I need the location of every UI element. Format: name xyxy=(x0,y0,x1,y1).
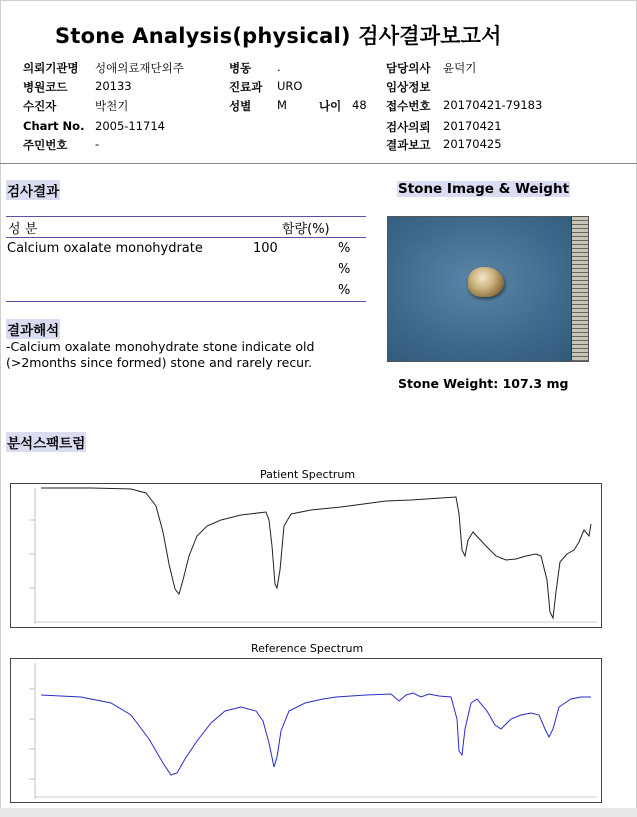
patient-label: 수진자 xyxy=(23,99,57,113)
request-label: 검사의뢰 xyxy=(386,120,431,134)
doctor-label: 담당의사 xyxy=(386,61,431,75)
result-component: Calcium oxalate monohydrate xyxy=(7,241,203,256)
institution-value: 성애의료재단외주 xyxy=(95,61,184,75)
ward-label: 병동 xyxy=(229,61,252,75)
dept-value: URO xyxy=(277,79,303,93)
stone-weight: Stone Weight: 107.3 mg xyxy=(398,376,569,391)
reference-spectrum-title: Reference Spectrum xyxy=(251,642,364,655)
result-unit: % xyxy=(338,262,351,277)
result-unit: % xyxy=(338,283,351,298)
patient-spectrum-svg xyxy=(11,484,601,627)
chart-label: Chart No. xyxy=(23,119,85,133)
sex-value: M xyxy=(277,98,287,112)
component-column-header: 성 분 xyxy=(8,222,38,237)
report-value: 20170425 xyxy=(443,137,502,151)
interpretation-line-1: -Calcium oxalate monohydrate stone indicate old xyxy=(6,339,315,354)
patient-spectrum-line xyxy=(41,488,591,618)
patient-spectrum-plot xyxy=(10,483,602,628)
patient-value: 박천기 xyxy=(95,99,129,113)
doctor-value: 윤덕기 xyxy=(443,61,477,75)
age-label: 나이 xyxy=(319,99,342,113)
results-header-rule xyxy=(6,237,366,238)
hospital-code-value: 20133 xyxy=(95,79,132,93)
patient-spectrum-title: Patient Spectrum xyxy=(260,468,356,481)
ward-value: . xyxy=(277,60,281,74)
stone-heading: Stone Image & Weight xyxy=(398,181,570,197)
result-value: 100 xyxy=(253,241,278,256)
result-unit: % xyxy=(338,241,351,256)
header-divider xyxy=(0,163,637,164)
receipt-value: 20170421-79183 xyxy=(443,98,543,112)
patient-axis-ticks xyxy=(29,488,597,624)
results-heading: 검사결과 xyxy=(6,180,60,200)
age-value: 48 xyxy=(352,98,367,112)
spectrum-heading: 분석스팩트럼 xyxy=(6,432,86,452)
report-title: Stone Analysis(physical) 검사결과보고서 xyxy=(55,24,502,48)
report-label: 결과보고 xyxy=(386,138,431,152)
stone-photo xyxy=(387,216,589,362)
request-value: 20170421 xyxy=(443,119,502,133)
id-label: 주민번호 xyxy=(23,138,68,152)
institution-label: 의뢰기관명 xyxy=(23,61,79,75)
interpretation-line-2: (>2months since formed) stone and rarely recur. xyxy=(6,355,313,370)
interpretation-heading: 결과해석 xyxy=(6,319,60,339)
clinical-info-label: 임상정보 xyxy=(386,80,431,94)
results-bottom-rule xyxy=(6,301,366,302)
ruler-image xyxy=(571,217,588,361)
reference-spectrum-svg xyxy=(11,659,601,802)
reference-spectrum-line xyxy=(41,693,591,775)
reference-axis-ticks xyxy=(29,663,597,799)
id-value: - xyxy=(95,137,100,151)
bottom-bar xyxy=(0,808,637,817)
content-column-header: 함량(%) xyxy=(282,222,330,237)
reference-spectrum-plot xyxy=(10,658,602,803)
dept-label: 진료과 xyxy=(229,80,263,94)
chart-value: 2005-11714 xyxy=(95,119,165,133)
receipt-label: 접수번호 xyxy=(386,99,431,113)
stone-image xyxy=(468,267,504,297)
results-top-rule xyxy=(6,216,366,217)
hospital-code-label: 병원코드 xyxy=(23,80,68,94)
sex-label: 성별 xyxy=(229,99,252,113)
